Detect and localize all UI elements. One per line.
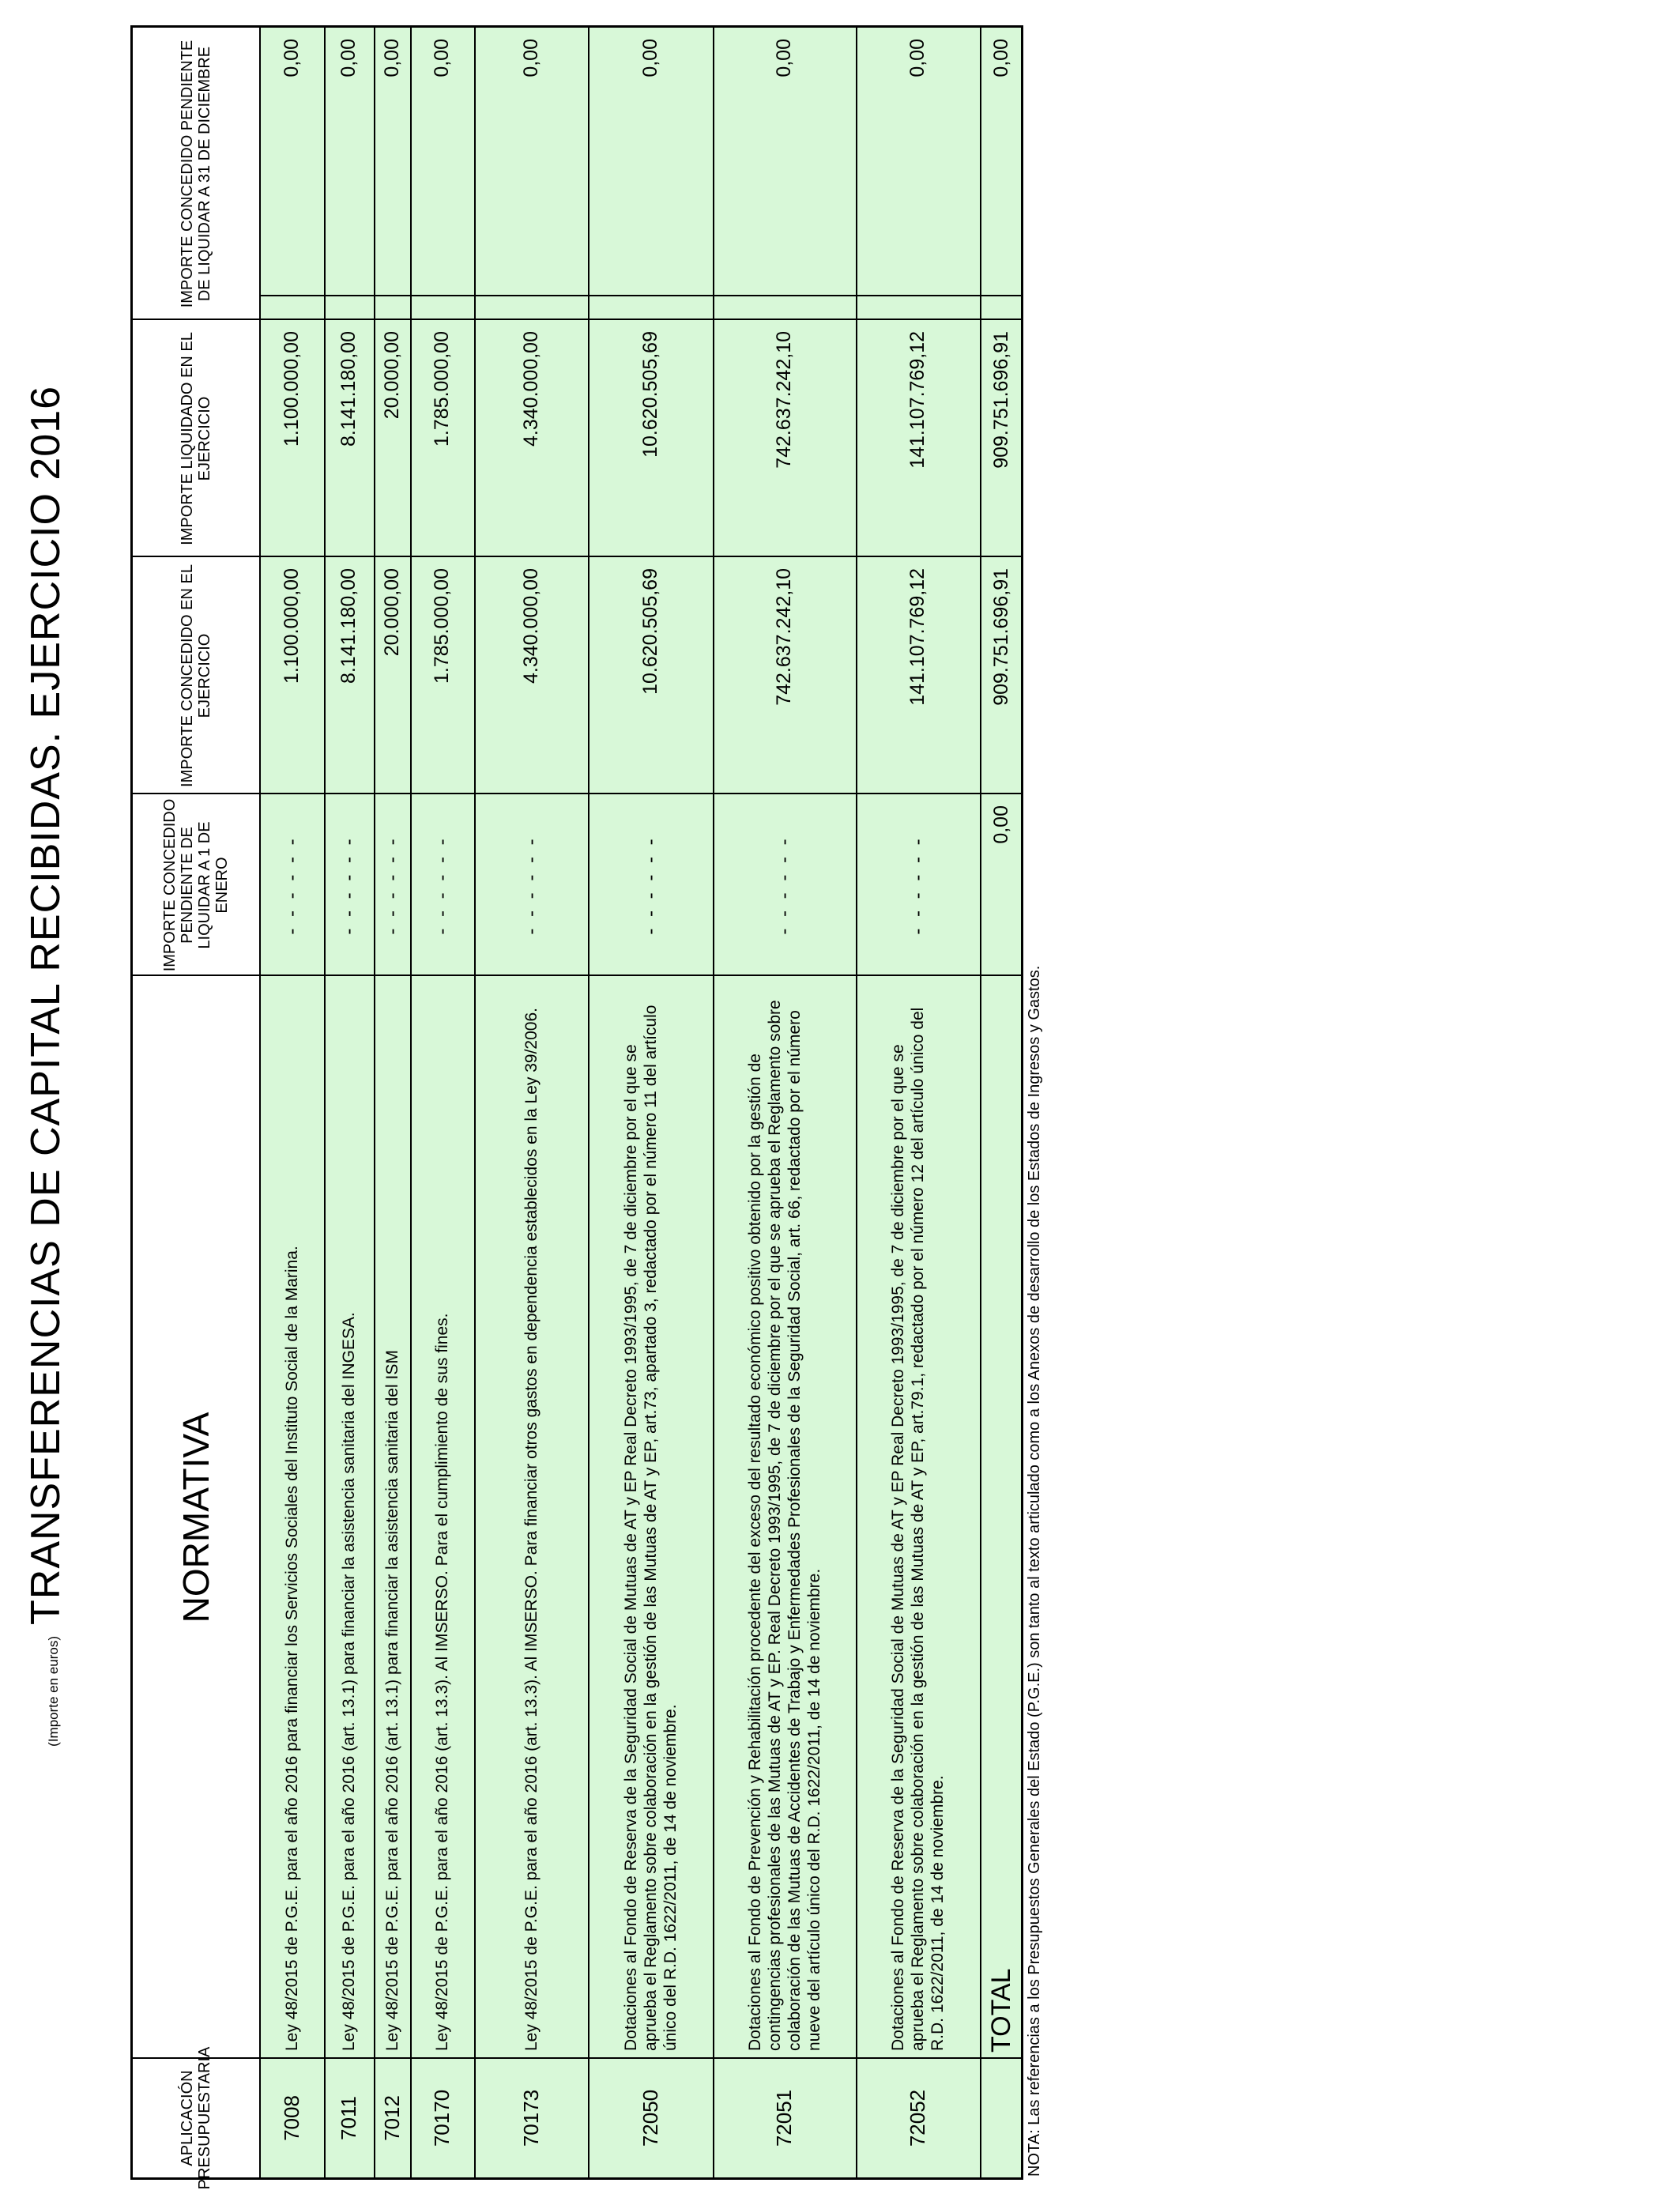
header-liquidado: IMPORTE LIQUIDADO EN EL EJERCICIO	[179, 332, 213, 545]
row-pendiente-inicio: - - - - - -	[338, 835, 360, 935]
row-pendiente-fin: 0,00	[519, 39, 542, 77]
row-pendiente-inicio: - - - - - -	[907, 835, 929, 935]
row-pendiente-fin: 0,00	[773, 39, 795, 77]
row-liquidado: 4.340.000,00	[519, 331, 542, 447]
row-pendiente-fin: 0,00	[638, 39, 661, 77]
row-code: 70170	[430, 2089, 454, 2147]
row-liquidado: 10.620.505,69	[638, 331, 661, 458]
row-concedido: 141.107.769,12	[906, 568, 929, 706]
transfers-table	[130, 25, 1023, 2190]
total-pendiente-fin: 0,00	[990, 39, 1012, 77]
row-pendiente-inicio: - - - - - -	[520, 835, 542, 935]
units-note: (Importe en euros)	[46, 1636, 61, 1747]
row-concedido: 1.100.000,00	[280, 568, 303, 684]
header-concedido: IMPORTE CONCEDIDO EN EL EJERCICIO	[179, 564, 213, 787]
row-concedido: 4.340.000,00	[519, 568, 542, 684]
row-concedido: 10.620.505,69	[638, 568, 661, 695]
row-pendiente-fin: 0,00	[906, 39, 929, 77]
row-concedido: 8.141.180,00	[337, 568, 360, 684]
row-pendiente-fin: 0,00	[337, 39, 360, 77]
row-normativa: Dotaciones al Fondo de Reserva de la Seguridad Social de Mutuas de AT y EP Real Decreto 1993/1995, de 7 de diciembre por el que se aprueba el Reglamento sobre colaboración en la gestión de las Mutuas de AT y EP, art.73, apartado 3, redactado por el número 11 del artículo único del R.D. 1622/2011, de 14 de noviembre.	[621, 1005, 680, 2051]
row-pendiente-inicio: - - - - - -	[381, 835, 403, 935]
row-code: 72052	[906, 2089, 929, 2147]
row-normativa: Ley 48/2015 de P.G.E. para el año 2016 (art. 13.1) para financiar la asistencia sanitaria del ISM	[382, 1350, 401, 2051]
row-normativa: Dotaciones al Fondo de Reserva de la Seguridad Social de Mutuas de AT y EP Real Decreto 1993/1995, de 7 de diciembre por el que se aprueba el Reglamento sobre colaboración en la gestión de las Mutuas de AT y EP, art.79.1, redactado por el número 12 del artículo único del R.D. 1622/2011, de 14 de noviembre.	[889, 1007, 947, 2051]
row-liquidado: 141.107.769,12	[906, 331, 929, 469]
row-normativa: Ley 48/2015 de P.G.E. para el año 2016 (art. 13.3). Al IMSERSO. Para financiar otros gastos en dependencia establecidos en la Ley 39/2006.	[522, 1008, 541, 2051]
row-concedido: 1.785.000,00	[431, 568, 453, 684]
row-concedido: 742.637.242,10	[773, 568, 795, 706]
row-liquidado: 1.785.000,00	[431, 331, 453, 447]
row-pendiente-fin: 0,00	[280, 39, 303, 77]
row-code: 70173	[518, 2089, 543, 2147]
row-code: 7012	[379, 2095, 404, 2141]
row-liquidado: 1.100.000,00	[280, 331, 303, 447]
row-code: 72051	[772, 2089, 796, 2147]
header-aplicacion: APLICACIÓN PRESUPUESTARIA	[179, 2046, 213, 2190]
row-pendiente-inicio: - - - - - -	[431, 835, 453, 935]
row-pendiente-inicio: - - - - - -	[774, 835, 795, 935]
row-pendiente-fin: 0,00	[431, 39, 453, 77]
total-concedido: 909.751.696,91	[990, 568, 1012, 706]
row-concedido: 20.000,00	[380, 568, 403, 657]
row-pendiente-inicio: - - - - - -	[281, 835, 303, 935]
header-pendiente-fin: IMPORTE CONCEDIDO PENDIENTE DE LIQUIDAR A 31 DE DICIEMBRE	[179, 40, 213, 308]
footnote: NOTA: Las referencias a los Presupuestos Generales del Estado (P.G.E.) son tanto al texto articulado como a los Anexos de desarrollo de los Estados de Ingresos y Gastos.	[1026, 965, 1043, 2177]
total-pendiente-inicio: 0,00	[990, 805, 1012, 844]
row-normativa: Ley 48/2015 de P.G.E. para el año 2016 (art. 13.3). Al IMSERSO. Para el cumplimiento de sus fines.	[433, 1313, 451, 2051]
row-liquidado: 8.141.180,00	[337, 331, 360, 447]
row-pendiente-inicio: - - - - - -	[639, 835, 661, 935]
total-liquidado: 909.751.696,91	[990, 331, 1012, 469]
header-normativa: NORMATIVA	[175, 1412, 217, 1623]
header-pendiente-inicio: IMPORTE CONCEDIDO PENDIENTE DE LIQUIDAR A 1 DE ENERO	[161, 798, 231, 972]
row-normativa: Dotaciones al Fondo de Prevención y Rehabilitación procedente del exceso del resultado económico positivo obtenido por la gestión de contingencias profesionales de las Mutuas de AT y EP. Real Decreto 1993/1995, de 7 de diciembre por el que se aprueba el Reglamento sobre colaboración de las Mutuas de Accidentes de Trabajo y Enfermedades Profesionales de la Seguridad Social, art. 66, redactado por el número nueve del artículo único del R.D. 1622/2011, de 14 de noviembre.	[745, 1000, 823, 2051]
total-label: TOTAL	[986, 1968, 1016, 2053]
page-title: TRANSFERENCIAS DE CAPITAL RECIBIDAS. EJERCICIO 2016	[23, 385, 69, 1625]
row-normativa: Ley 48/2015 de P.G.E. para el año 2016 para financiar los Servicios Sociales del Instituto Social de la Marina.	[282, 1246, 301, 2051]
row-normativa: Ley 48/2015 de P.G.E. para el año 2016 (art. 13.1) para financiar la asistencia sanitaria del INGESA.	[340, 1312, 358, 2051]
row-liquidado: 20.000,00	[380, 331, 403, 420]
row-code: 72050	[638, 2089, 662, 2147]
row-liquidado: 742.637.242,10	[773, 331, 795, 469]
row-code: 7008	[279, 2095, 303, 2141]
row-pendiente-fin: 0,00	[380, 39, 403, 77]
row-code: 7011	[337, 2096, 360, 2140]
